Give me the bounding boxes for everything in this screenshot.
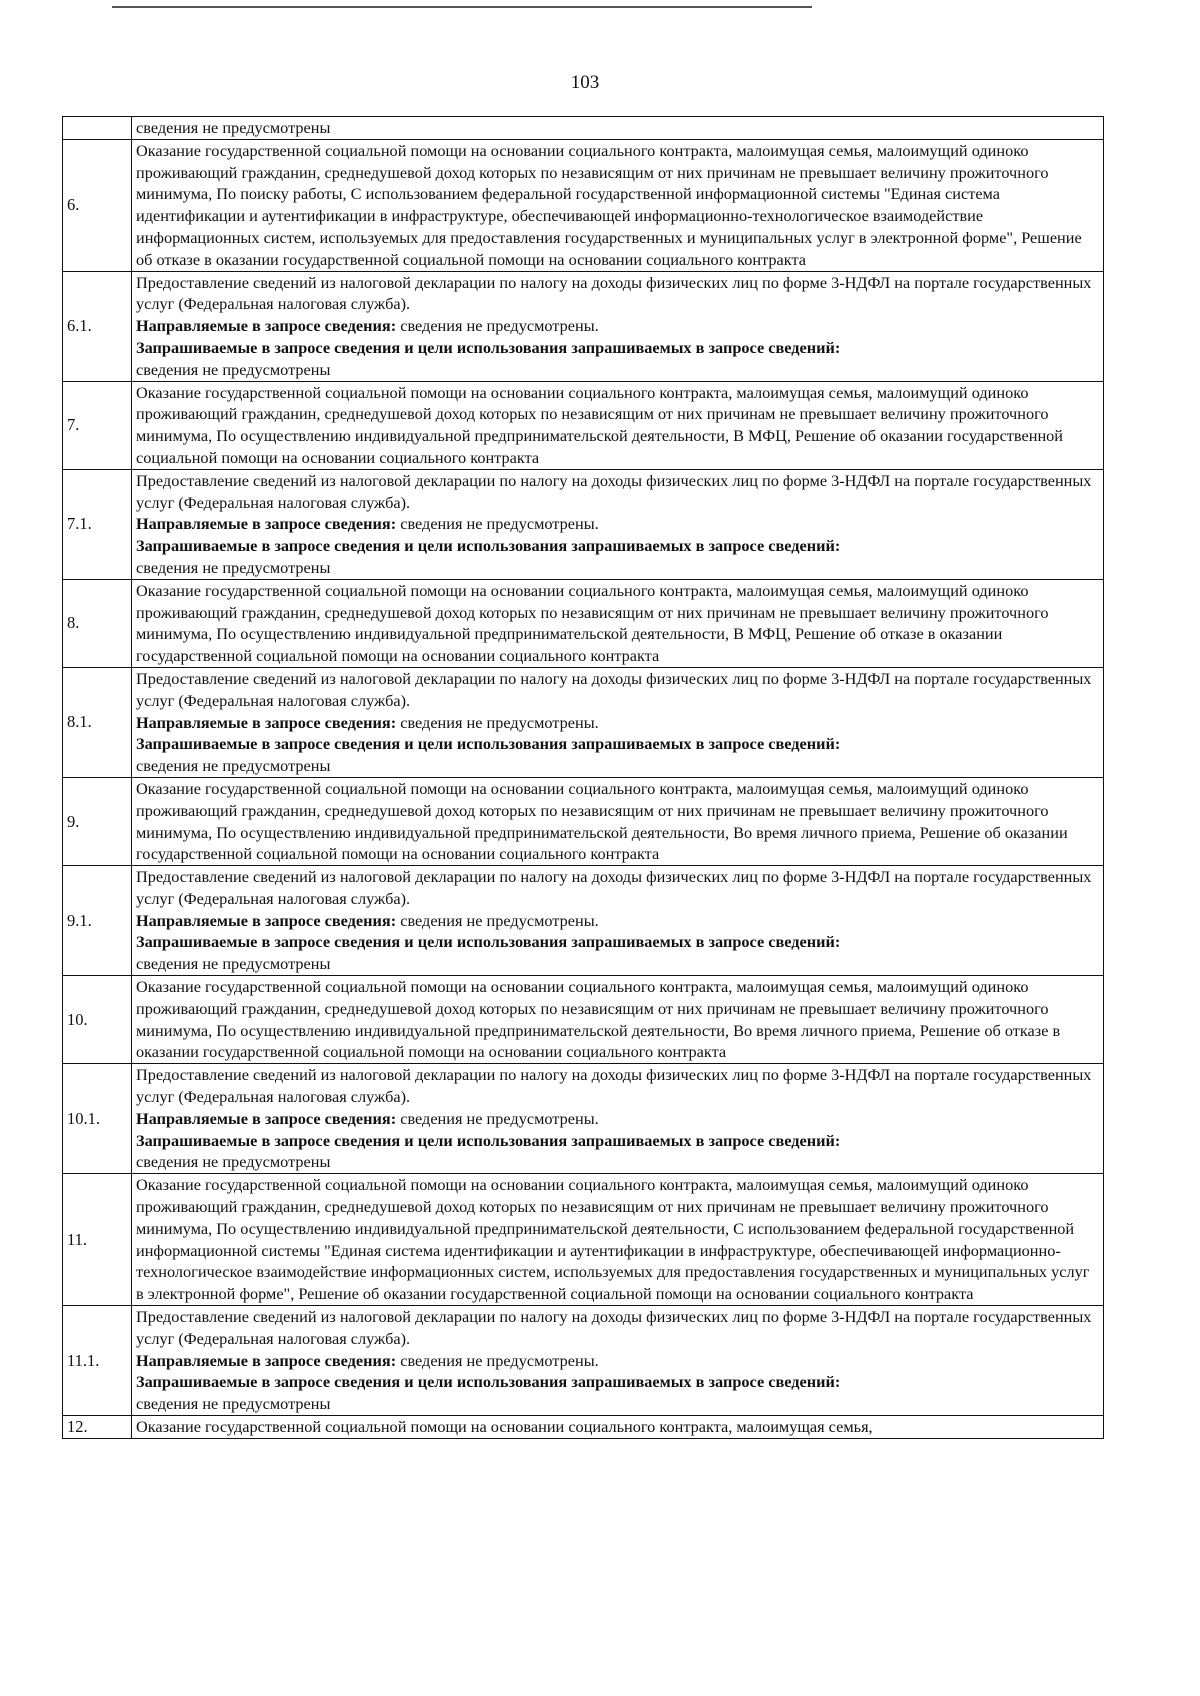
sent-value: сведения не предусмотрены.: [400, 1350, 599, 1370]
sent-label: Направляемые в запросе сведения:: [136, 1350, 397, 1370]
sent-label: Направляемые в запросе сведения:: [136, 1108, 397, 1128]
row-text: Оказание государственной социальной помощи на основании социального контракта, малоимущая семья,: [132, 1416, 1104, 1439]
table-row: [63, 469, 1104, 579]
request-intro: Предоставление сведений из налоговой декларации по налогу на доходы физических лиц по форме 3-НДФЛ на портале государственных услуг (Федеральная налоговая служба).: [136, 272, 1092, 314]
requested-label: Запрашиваемые в запросе сведения и цели использования запрашиваемых в запросе сведений:: [136, 536, 841, 556]
row-text: Оказание государственной социальной помощи на основании социального контракта, малоимущая семья, малоимущий одиноко проживающий гражданин, среднедушевой доход которых по независящим от них причинам не превышает величину прожиточного минимума, По осуществлению индивидуальной предпринимательской деятельности, В МФЦ, Решение об отказе в оказании государственной социальной помощи на основании социального контракта: [132, 579, 1104, 667]
requested-value: сведения не предусмотрены: [136, 1152, 331, 1172]
requested-label: Запрашиваемые в запросе сведения и цели использования запрашиваемых в запросе сведений:: [136, 734, 841, 754]
row-request: [132, 1306, 1104, 1416]
sent-value: сведения не предусмотрены.: [400, 514, 599, 534]
requested-value: сведения не предусмотрены: [136, 359, 331, 379]
row-request: [132, 271, 1104, 381]
sent-label: Направляемые в запросе сведения:: [136, 712, 397, 732]
table-row: [63, 1174, 1104, 1306]
table-row: [63, 271, 1104, 381]
row-request: [132, 667, 1104, 777]
row-text: Оказание государственной социальной помощи на основании социального контракта, малоимущая семья, малоимущий одиноко проживающий гражданин, среднедушевой доход которых по независящим от них причинам не превышает величину прожиточного минимума, По осуществлению индивидуальной предпринимательской деятельности, С использованием федеральной государственной информационной системы "Единая система идентификации и аутентификации в инфраструктуре, обеспечивающей информационно-технологическое взаимодействие информационных систем, используемых для предоставления государственных и муниципальных услуг в электронной форме", Решение об оказании государственной социальной помощи на основании социального контракта: [132, 1174, 1104, 1306]
table-row: [63, 866, 1104, 976]
page-number: 103: [570, 72, 600, 93]
requested-label: Запрашиваемые в запросе сведения и цели использования запрашиваемых в запросе сведений:: [136, 337, 841, 357]
request-intro: Предоставление сведений из налоговой декларации по налогу на доходы физических лиц по форме 3-НДФЛ на портале государственных услуг (Федеральная налоговая служба).: [136, 1307, 1092, 1348]
document-table: [62, 116, 1104, 1439]
row-text: Оказание государственной социальной помощи на основании социального контракта, малоимущая семья, малоимущий одиноко проживающий гражданин, среднедушевой доход которых по независящим от них причинам не превышает величину прожиточного минимума, По поиску работы, С использованием федеральной государственной информационной системы "Единая система идентификации и аутентификации в инфраструктуре, обеспечивающей информационно-технологическое взаимодействие информационных систем, используемых для предоставления государственных и муниципальных услуг в электронной форме", Решение об отказе в оказании государственной социальной помощи на основании социального контракта: [132, 139, 1104, 271]
request-intro: Предоставление сведений из налоговой декларации по налогу на доходы физических лиц по форме 3-НДФЛ на портале государственных услуг (Федеральная налоговая служба).: [136, 1065, 1092, 1107]
requested-value: сведения не предусмотрены: [136, 1394, 331, 1414]
table-row: [63, 579, 1104, 667]
row-request: [132, 866, 1104, 976]
row-text: сведения не предусмотрены: [132, 117, 1104, 140]
table-row: [63, 667, 1104, 777]
sent-value: сведения не предусмотрены.: [400, 910, 599, 930]
row-number: 10.: [63, 976, 132, 1064]
table-row: [63, 1416, 1104, 1439]
requested-label: Запрашиваемые в запросе сведения и цели использования запрашиваемых в запросе сведений:: [136, 1372, 841, 1392]
table-row: [63, 117, 1104, 140]
table-row: [63, 139, 1104, 271]
row-number: 7.: [63, 381, 132, 469]
sent-label: Направляемые в запросе сведения:: [136, 316, 397, 336]
row-text: Оказание государственной социальной помощи на основании социального контракта, малоимущая семья, малоимущий одиноко проживающий гражданин, среднедушевой доход которых по независящим от них причинам не превышает величину прожиточного минимума, По осуществлению индивидуальной предпринимательской деятельности, В МФЦ, Решение об оказании государственной социальной помощи на основании социального контракта: [132, 381, 1104, 469]
table-row: [63, 1306, 1104, 1416]
row-number: 10.1.: [63, 1064, 132, 1174]
sent-label: Направляемые в запросе сведения:: [136, 910, 397, 930]
row-number: 6.: [63, 139, 132, 271]
request-intro: Предоставление сведений из налоговой декларации по налогу на доходы физических лиц по форме 3-НДФЛ на портале государственных услуг (Федеральная налоговая служба).: [136, 668, 1092, 710]
requested-value: сведения не предусмотрены: [136, 954, 331, 974]
sent-value: сведения не предусмотрены.: [400, 1108, 599, 1128]
row-request: [132, 469, 1104, 579]
request-intro: Предоставление сведений из налоговой декларации по налогу на доходы физических лиц по форме 3-НДФЛ на портале государственных услуг (Федеральная налоговая служба).: [136, 867, 1092, 908]
requested-label: Запрашиваемые в запросе сведения и цели использования запрашиваемых в запросе сведений:: [136, 1130, 841, 1150]
sent-label: Направляемые в запросе сведения:: [136, 514, 397, 534]
sent-value: сведения не предусмотрены.: [400, 712, 599, 732]
row-number: 8.1.: [63, 667, 132, 777]
row-number: 9.: [63, 777, 132, 865]
table-row: [63, 1064, 1104, 1174]
row-number: 8.: [63, 579, 132, 667]
row-number: [63, 117, 132, 140]
row-text: Оказание государственной социальной помощи на основании социального контракта, малоимущая семья, малоимущий одиноко проживающий гражданин, среднедушевой доход которых по независящим от них причинам не превышает величину прожиточного минимума, По осуществлению индивидуальной предпринимательской деятельности, Во время личного приема, Решение об отказе в оказании государственной социальной помощи на основании социального контракта: [132, 976, 1104, 1064]
row-text: Оказание государственной социальной помощи на основании социального контракта, малоимущая семья, малоимущий одиноко проживающий гражданин, среднедушевой доход которых по независящим от них причинам не превышает величину прожиточного минимума, По осуществлению индивидуальной предпринимательской деятельности, Во время личного приема, Решение об оказании государственной социальной помощи на основании социального контракта: [132, 777, 1104, 865]
requested-value: сведения не предусмотрены: [136, 756, 331, 776]
table-row: [63, 777, 1104, 865]
row-number: 11.: [63, 1174, 132, 1306]
row-request: [132, 1064, 1104, 1174]
row-number: 12.: [63, 1416, 132, 1439]
row-number: 11.1.: [63, 1306, 132, 1416]
row-number: 7.1.: [63, 469, 132, 579]
table-row: [63, 976, 1104, 1064]
row-number: 6.1.: [63, 271, 132, 381]
table-row: [63, 381, 1104, 469]
requested-label: Запрашиваемые в запросе сведения и цели использования запрашиваемых в запросе сведений:: [136, 932, 841, 952]
top-rule: [112, 6, 812, 8]
row-number: 9.1.: [63, 866, 132, 976]
request-intro: Предоставление сведений из налоговой декларации по налогу на доходы физических лиц по форме 3-НДФЛ на портале государственных услуг (Федеральная налоговая служба).: [136, 470, 1092, 512]
requested-value: сведения не предусмотрены: [136, 557, 331, 577]
sent-value: сведения не предусмотрены.: [400, 316, 599, 336]
